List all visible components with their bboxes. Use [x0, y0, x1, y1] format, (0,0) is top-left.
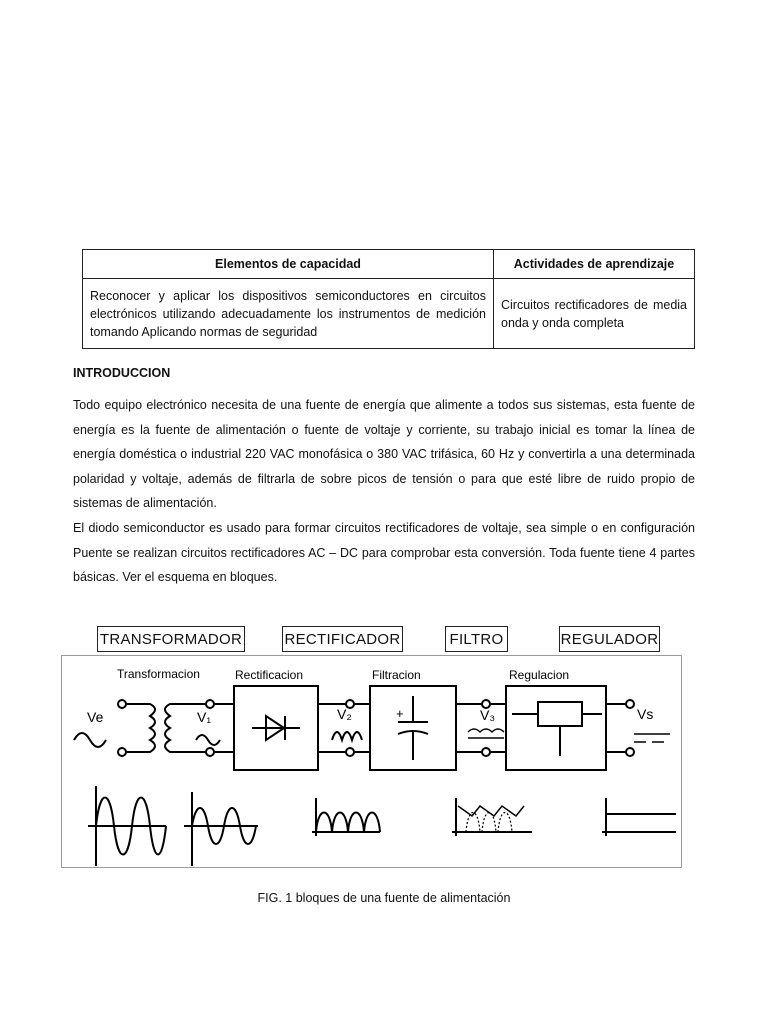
- waveform-rectified: [312, 798, 380, 836]
- label-rectificador: RECTIFICADOR: [282, 626, 403, 652]
- intro-body: [73, 393, 695, 590]
- signal-label-ve: Ve: [87, 709, 104, 725]
- stage-title-regulacion: Regulacion: [509, 668, 570, 682]
- label-regulador: REGULADOR: [559, 626, 660, 652]
- regulator-ic-icon: [538, 702, 582, 726]
- signal-label-v2: V₂: [337, 706, 352, 722]
- terminal-secondary-top: [206, 700, 214, 708]
- terminal-rect-bottom: [346, 748, 354, 756]
- signal-label-v1: V₁: [197, 709, 212, 725]
- v1-sine-icon: [196, 735, 220, 745]
- intro-paragraph-2: El diodo semiconductor es usado para formar circuitos rectificadores de voltaje, sea simple o en configuración Puente se realizan circuitos rectificadores AC – DC para comprobar esta conversión. Toda fuente tiene 4 partes básicas. Ver el esquema en bloques.: [73, 520, 695, 585]
- signal-label-v3: V₃: [480, 707, 496, 723]
- terminal-primary-bottom: [118, 748, 126, 756]
- v3-ripple-icon: [468, 729, 504, 732]
- stage-title-filtracion: Filtracion: [372, 668, 421, 682]
- terminal-primary-top: [118, 700, 126, 708]
- signal-label-vs: Vs: [637, 706, 654, 722]
- capacitor-plus-icon: +: [396, 706, 404, 721]
- regulator-block: [506, 686, 606, 770]
- terminal-out-top: [626, 700, 634, 708]
- stage-title-transformacion: Transformacion: [117, 667, 200, 681]
- primary-coil-icon: [126, 704, 155, 752]
- cell-elementos: Reconocer y aplicar los dispositivos semiconductores en circuitos electrónicos utilizando adecuadamente los instrumentos de medición tomando Aplicando normas de seguridad: [83, 279, 494, 349]
- waveform-filtered: [452, 798, 532, 836]
- section-heading: INTRODUCCION: [73, 366, 171, 380]
- block-diagram: [61, 655, 682, 868]
- terminal-secondary-bottom: [206, 748, 214, 756]
- ve-sine-icon: [74, 733, 106, 747]
- waveform-dc-output: [602, 798, 676, 836]
- label-filtro: FILTRO: [445, 626, 508, 652]
- cell-actividades: Circuitos rectificadores de media onda y onda completa: [494, 279, 695, 349]
- figure-caption: FIG. 1 bloques de una fuente de alimentación: [257, 891, 511, 905]
- power-supply-schematic: [62, 656, 683, 869]
- waveform-secondary: [184, 792, 258, 866]
- stage-title-rectificacion: Rectificacion: [235, 668, 304, 682]
- terminal-out-bottom: [626, 748, 634, 756]
- table-row: [83, 279, 695, 349]
- header-elementos: Elementos de capacidad: [83, 250, 494, 279]
- waveform-input: [88, 786, 166, 866]
- header-actividades: Actividades de aprendizaje: [494, 250, 695, 279]
- intro-paragraph-1: Todo equipo electrónico necesita de una fuente de energía que alimente a todos sus sistemas, esta fuente de energía es la fuente de alimentación o fuente de voltaje y corriente, su trabajo inicial es tomar la línea de energía doméstica o industrial 220 VAC monofásica o 380 VAC trifásica, 60 Hz y convertirla a una determinada polaridad y voltaje, además de filtrarla de sobre picos de tensión o para que esté libre de ruido propio de sistemas de alimentación.: [73, 398, 695, 511]
- terminal-filter-bottom: [482, 748, 490, 756]
- v2-ripple-icon: [332, 732, 362, 740]
- capacity-table: [82, 249, 695, 349]
- secondary-coil-icon: [165, 704, 186, 752]
- label-transformador: TRANSFORMADOR: [97, 626, 245, 652]
- table-header-row: [83, 250, 695, 279]
